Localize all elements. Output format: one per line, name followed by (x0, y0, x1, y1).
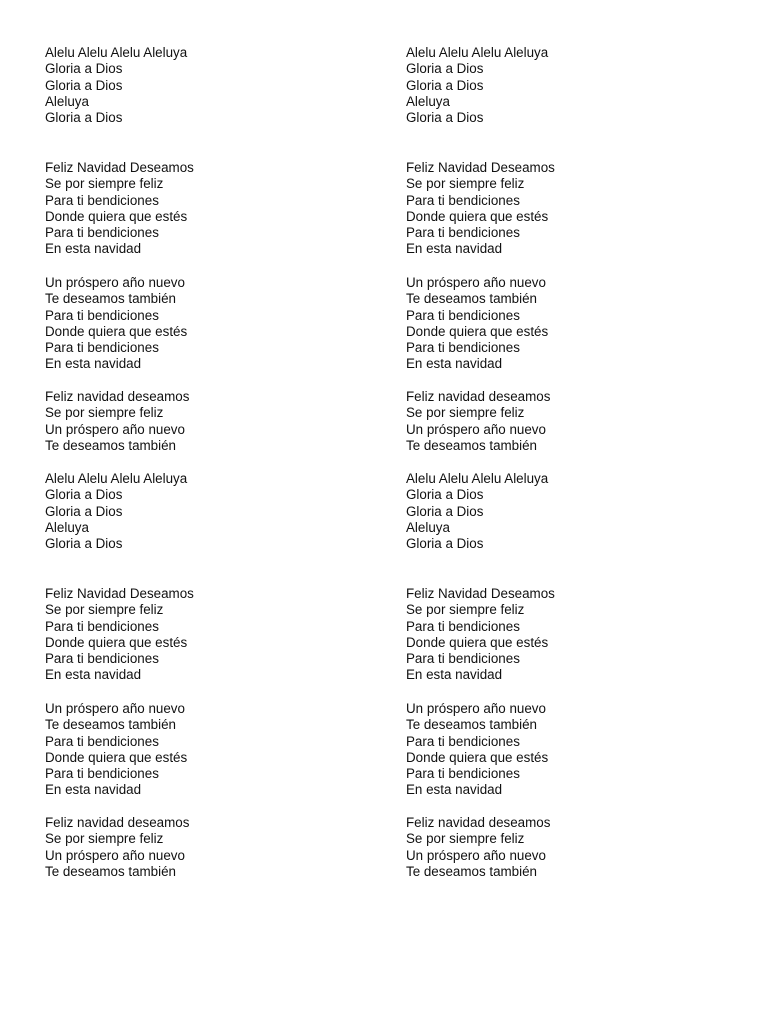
lyric-line: Para ti bendiciones (45, 651, 159, 667)
lyric-line: Un próspero año nuevo (45, 421, 185, 437)
lyric-line: Aleluya (45, 519, 89, 535)
lyric-line: Donde quiera que estés (406, 323, 549, 339)
lyric-line: Para ti bendiciones (406, 651, 520, 667)
stanza (45, 45, 375, 126)
lyric-line: Se por siempre feliz (406, 405, 525, 421)
lyric-line: Feliz navidad deseamos (406, 389, 551, 404)
lyric-line: Te deseamos también (406, 291, 538, 307)
lyric-line: Para ti bendiciones (406, 192, 520, 208)
lyric-line: Para ti bendiciones (45, 307, 159, 323)
stanza (406, 471, 736, 552)
lyric-line: Gloria a Dios (406, 110, 484, 126)
lyric-line: Para ti bendiciones (45, 618, 159, 634)
lyric-line: Donde quiera que estés (45, 749, 188, 765)
lyric-line: Un próspero año nuevo (406, 421, 546, 437)
lyric-line: Gloria a Dios (45, 536, 123, 552)
lyric-line: Gloria a Dios (406, 487, 484, 503)
lyric-line: Feliz Navidad Deseamos (406, 160, 555, 175)
lyric-line: Alelu Alelu Alelu Aleluya (45, 45, 188, 60)
lyric-line: Aleluya (406, 519, 450, 535)
stanza (406, 160, 736, 258)
lyric-line: Aleluya (406, 93, 450, 109)
lyric-line: En esta navidad (406, 356, 503, 372)
lyric-line: Gloria a Dios (406, 61, 484, 77)
stanza (45, 275, 375, 373)
lyric-line: Para ti bendiciones (406, 307, 520, 323)
lyric-line: Te deseamos también (45, 437, 177, 453)
lyric-line: Te deseamos también (45, 863, 177, 879)
lyric-line: Donde quiera que estés (45, 634, 188, 650)
lyric-line: Alelu Alelu Alelu Aleluya (45, 471, 188, 486)
stanza (45, 701, 375, 799)
stanza (406, 275, 736, 373)
lyric-line: Te deseamos también (406, 437, 538, 453)
lyric-line: Se por siempre feliz (406, 176, 525, 192)
lyric-line: Para ti bendiciones (45, 340, 159, 356)
lyric-line: Donde quiera que estés (406, 634, 549, 650)
lyric-line: Se por siempre feliz (45, 405, 164, 421)
lyric-line: Para ti bendiciones (45, 766, 159, 782)
lyric-line: Un próspero año nuevo (45, 701, 185, 716)
lyric-line: Para ti bendiciones (45, 192, 159, 208)
lyric-line: Donde quiera que estés (45, 323, 188, 339)
lyric-line: En esta navidad (45, 241, 142, 257)
lyric-line: Para ti bendiciones (406, 733, 520, 749)
lyric-line: Se por siempre feliz (406, 602, 525, 618)
lyric-line: Gloria a Dios (406, 77, 484, 93)
lyric-line: Feliz Navidad Deseamos (45, 160, 194, 175)
lyric-line: Se por siempre feliz (45, 602, 164, 618)
stanza (45, 389, 375, 454)
lyric-line: Para ti bendiciones (406, 340, 520, 356)
lyric-line: Gloria a Dios (45, 61, 123, 77)
lyric-line: Gloria a Dios (45, 487, 123, 503)
lyric-line: Gloria a Dios (45, 77, 123, 93)
lyric-line: Gloria a Dios (406, 503, 484, 519)
lyric-line: Gloria a Dios (45, 503, 123, 519)
lyric-line: En esta navidad (406, 667, 503, 683)
lyric-line: Para ti bendiciones (406, 618, 520, 634)
stanza (406, 389, 736, 454)
stanza (406, 45, 736, 126)
lyric-line: Feliz Navidad Deseamos (45, 586, 194, 601)
lyric-line: Feliz navidad deseamos (45, 389, 190, 404)
lyric-line: Un próspero año nuevo (45, 847, 185, 863)
lyric-line: Te deseamos también (45, 717, 177, 733)
lyric-line: En esta navidad (45, 782, 142, 798)
lyric-line: Donde quiera que estés (406, 208, 549, 224)
lyric-line: Donde quiera que estés (406, 749, 549, 765)
lyric-line: Un próspero año nuevo (406, 701, 546, 716)
lyric-line: Te deseamos también (406, 863, 538, 879)
lyric-line: Un próspero año nuevo (45, 275, 185, 290)
lyric-line: Te deseamos también (406, 717, 538, 733)
lyric-line: Alelu Alelu Alelu Aleluya (406, 471, 549, 486)
stanza (45, 471, 375, 552)
stanza (45, 160, 375, 258)
lyric-line: Alelu Alelu Alelu Aleluya (406, 45, 549, 60)
lyric-line: Gloria a Dios (406, 536, 484, 552)
lyric-line: Gloria a Dios (45, 110, 123, 126)
lyric-line: En esta navidad (406, 241, 503, 257)
stanza (406, 815, 736, 880)
lyric-line: Feliz navidad deseamos (406, 815, 551, 830)
stanza (45, 815, 375, 880)
stanza (45, 586, 375, 684)
lyric-line: Un próspero año nuevo (406, 847, 546, 863)
lyric-line: Para ti bendiciones (45, 225, 159, 241)
lyric-line: Aleluya (45, 93, 89, 109)
lyric-line: Se por siempre feliz (45, 176, 164, 192)
lyric-line: Se por siempre feliz (406, 831, 525, 847)
lyric-line: En esta navidad (45, 356, 142, 372)
lyric-line: Te deseamos también (45, 291, 177, 307)
lyric-line: Para ti bendiciones (406, 766, 520, 782)
lyric-line: Se por siempre feliz (45, 831, 164, 847)
lyric-line: Donde quiera que estés (45, 208, 188, 224)
lyric-line: En esta navidad (45, 667, 142, 683)
lyric-line: Para ti bendiciones (406, 225, 520, 241)
lyric-line: Feliz Navidad Deseamos (406, 586, 555, 601)
stanza (406, 701, 736, 799)
lyric-line: Un próspero año nuevo (406, 275, 546, 290)
lyric-line: Para ti bendiciones (45, 733, 159, 749)
lyric-line: En esta navidad (406, 782, 503, 798)
stanza (406, 586, 736, 684)
lyric-line: Feliz navidad deseamos (45, 815, 190, 830)
